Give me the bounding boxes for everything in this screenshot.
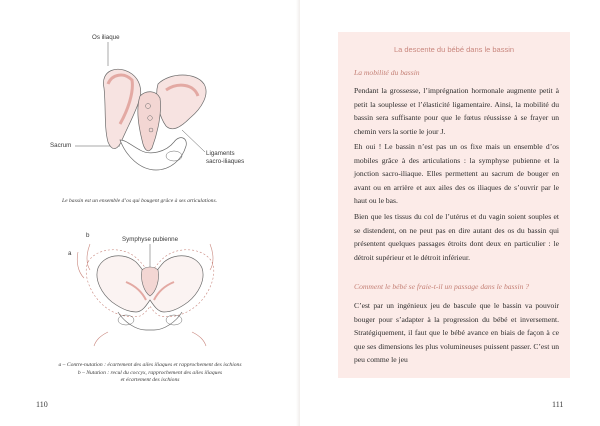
label-os-iliaque: Os iliaque	[92, 34, 120, 41]
page-number-right: 111	[552, 400, 564, 409]
figure1-caption: Le bassin est un ensemble d’os qui bougent grâce à ses articulations.	[62, 198, 218, 204]
paragraph-grossesse: Pendant la grossesse, l’imprégnation hormonale augmente petit à petit la souplesse et l’élasticité ligamentaire. Ainsi, la mobilité du bassin sera suffisante pour que le fœtus réussisse à se frayer un chemin vers la sortie le jour J.	[354, 86, 559, 136]
figure2-caption	[30, 362, 270, 385]
label-symphyse: Symphyse pubienne	[122, 236, 179, 243]
label-b: b	[86, 232, 90, 239]
label-sacrum: Sacrum	[50, 142, 72, 149]
subheading-mobilite: La mobilité du bassin	[354, 68, 420, 77]
label-a: a	[68, 250, 72, 257]
figure2-caption-line3: et écartement des ischions	[120, 377, 180, 384]
pelvis-illustration-front	[0, 0, 300, 360]
paragraph-tissus: Bien que les tissus du col de l’utérus et du vagin soient souples et se distendent, on ne peut pas en dire autant des os du bassin qui présentent quelques passages étroits dont deux en particulier : le détroit supérieur et le détroit inférieur.	[354, 212, 559, 262]
subheading-passage: Comment le bébé se fraie-t-il un passage dans le bassin ?	[354, 282, 530, 291]
label-ligaments-line1: Ligaments	[206, 150, 235, 157]
figure2-caption-line2: b – Nutation : recul du coccyx, rapprochement des ailes iliaques	[77, 369, 223, 376]
info-sidebar	[338, 32, 570, 378]
page-number-left: 110	[36, 400, 48, 409]
paragraph-bascule: C’est par un ingénieux jeu de bascule que le bassin va pouvoir bouger pour s’adapter à la progression du bébé et inversement. Stratégiquement, il faut que le bébé avance en biais de façon à ce que ses dimensions les plus volumineuses puissent passer. C’est un peu comme le jeu	[354, 301, 559, 364]
sidebar-title: La descente du bébé dans le bassin	[393, 45, 515, 54]
figure2-caption-line1: a – Contre-nutation : écartement des ailes iliaques et rapprochement des ischions	[58, 362, 242, 368]
paragraph-articulations: Eh oui ! Le bassin n’est pas un os fixe mais un ensemble d’os mobiles grâce à des articulations : la symphyse pubienne et la jonction sacro-iliaque. Elles permettent au sacrum de bouger en avant ou en arrière et aux ailes des os iliaques de s’ouvrir par le haut ou le bas.	[354, 142, 559, 205]
label-ligaments-line2: sacro-iliaques	[206, 157, 245, 165]
